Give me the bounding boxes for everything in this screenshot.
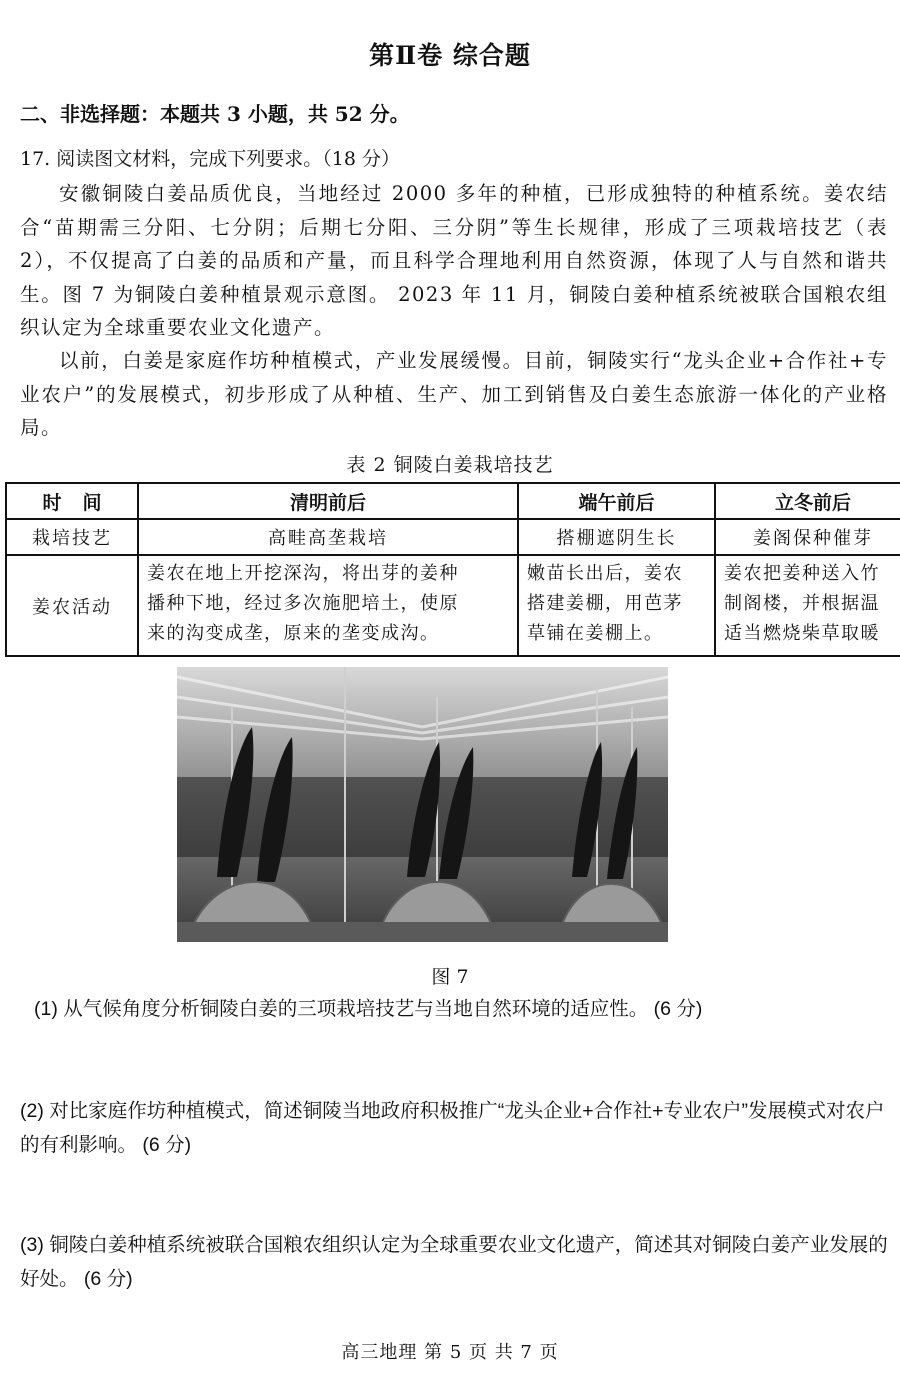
table-header-row (6, 483, 900, 519)
activity-line: 嫩苗长出后，姜农 (527, 563, 683, 584)
activity-cell (518, 555, 715, 656)
activity-line: 播种下地，经过多次施肥培土，使原 (147, 593, 459, 614)
question-17-intro: 17. 阅读图文材料，完成下列要求。（18 分） (20, 148, 400, 170)
activity-line: 来的沟变成垄，原来的垄变成沟。 (147, 623, 440, 644)
activity-line: 适当燃烧柴草取暖 (724, 623, 880, 644)
cultivation-table (5, 482, 900, 657)
row-label-activity: 姜农活动 (6, 555, 138, 656)
activity-line: 姜农把姜种送入竹 (724, 563, 880, 584)
page-title: 第Ⅱ卷 综合题 (369, 41, 531, 70)
activity-cell (715, 555, 900, 656)
table-caption: 表 2 铜陵白姜栽培技艺 (346, 454, 554, 476)
question-2: (2) 对比家庭作坊种植模式，简述铜陵当地政府积极推广“龙头企业+合作社+专业农户”发展模式对农户的有利影响。 (6 分) (20, 1100, 885, 1156)
section-heading: 二、非选择题：本题共 3 小题，共 52 分。 (20, 102, 410, 126)
activity-line: 草铺在姜棚上。 (527, 623, 664, 644)
technique-cell: 高畦高垄栽培 (138, 519, 518, 555)
table-row-activity (6, 555, 900, 656)
activity-line: 制阁楼，并根据温 (724, 593, 880, 614)
header-period: 清明前后 (138, 483, 518, 519)
activity-line: 搭建姜棚，用芭茅 (527, 593, 683, 614)
question-3: (3) 铜陵白姜种植系统被联合国粮农组织认定为全球重要农业文化遗产，简述其对铜陵白姜产业发展的好处。 (6 分) (20, 1234, 888, 1290)
question-1: (1) 从气候角度分析铜陵白姜的三项栽培技艺与当地自然环境的适应性。 (6 分) (34, 998, 703, 1020)
technique-cell: 搭棚遮阴生长 (518, 519, 715, 555)
header-period: 立冬前后 (715, 483, 900, 519)
figure-caption: 图 7 (431, 966, 469, 988)
table-row-technique (6, 519, 900, 555)
activity-line: 姜农在地上开挖深沟，将出芽的姜种 (147, 563, 459, 584)
page-footer: 高三地理 第 5 页 共 7 页 (341, 1342, 559, 1363)
row-label-technique: 栽培技艺 (6, 519, 138, 555)
header-period: 端午前后 (518, 483, 715, 519)
material-paragraph-2: 以前，白姜是家庭作坊种植模式，产业发展缓慢。目前，铜陵实行“龙头企业+合作社+专业农户”的发展模式，初步形成了从种植、生产、加工到销售及白姜生态旅游一体化的产业格局。 (20, 349, 888, 439)
material-paragraph-1: 安徽铜陵白姜品质优良，当地经过 2000 多年的种植，已形成独特的种植系统。姜农结合“苗期需三分阳、七分阴；后期七分阳、三分阴”等生长规律，形成了三项栽培技艺（表 2），不仅提高了白姜的品质和产量，而且科学合理地利用自然资源，体现了人与自然和谐共生。图 7 为铜陵白姜种植景观示意图。 2023 年 11 月，铜陵白姜种植系统被联合国粮农组织认定为全球重要农业文化遗产。 (20, 182, 888, 339)
activity-cell (138, 555, 518, 656)
technique-cell: 姜阁保种催芽 (715, 519, 900, 555)
header-time-label: 时 间 (6, 483, 138, 519)
ginger-planting-landscape-image (177, 667, 668, 942)
